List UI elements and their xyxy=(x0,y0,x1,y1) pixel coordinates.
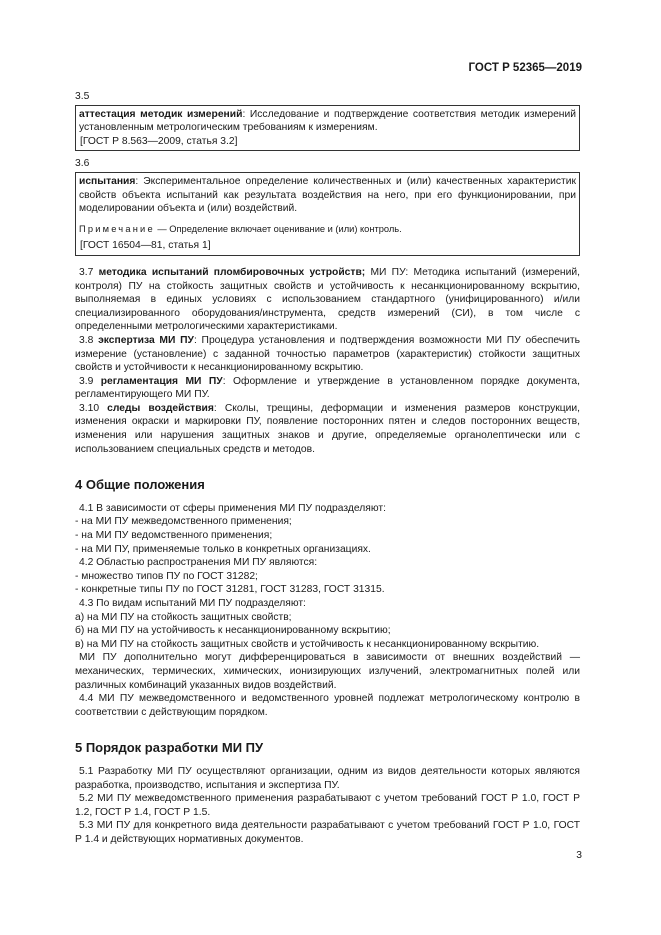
term-def: : Экспериментальное определение количественных и (или) качественных характеристик свойств объекта испытаний как результата воздействия на него, при его функционировании, при моделировании объекта и (или) воздействий. xyxy=(79,175,576,215)
source-ref: [ГОСТ 16504—81, статья 1] xyxy=(80,240,211,252)
term-def: : Процедура установления и подтверждения возможности МИ ПУ обеспечить измерение (установление) с заданной точностью параметров (характеристик) стойкости защитных свойств и устойчивости к несанкционированному вскрытию. xyxy=(75,334,580,374)
note-text: — Определение включает оценивание и (или) контроль. xyxy=(154,223,402,234)
section-4-line: - множество типов ПУ по ГОСТ 31282; xyxy=(75,570,258,582)
section-4-line: - конкретные типы ПУ по ГОСТ 31281, ГОСТ 31283, ГОСТ 31315. xyxy=(75,584,385,596)
term: испытания xyxy=(79,175,136,187)
section-4-line: 4.1 В зависимости от сферы применения МИ ПУ подразделяют: xyxy=(79,502,386,514)
definition-paragraph xyxy=(75,402,580,456)
def-number: 3.6 xyxy=(75,158,90,170)
definition-box xyxy=(75,105,580,152)
section-4-line: 4.2 Областью распространения МИ ПУ являются: xyxy=(79,557,318,569)
term: аттестация методик измерений xyxy=(79,108,243,120)
definition-text xyxy=(79,108,576,135)
section-4-line: в) на МИ ПУ на стойкость защитных свойств и устойчивость к несанкционированному вскрытию. xyxy=(75,638,540,650)
section-4-line: 4.3 По видам испытаний МИ ПУ подразделяют: xyxy=(79,598,306,609)
term-def: : Сколы, трещины, деформации и изменения размеров конструкции, изменения окраски и маркировки ПУ, появление посторонних пятен и следов посторонних веществ, изменения или нарушения защитных знаков и другие, определяемые органолептически или с использованием специальных средств и методов. xyxy=(75,402,580,455)
section-4-line: - на МИ ПУ, применяемые только в конкретных организациях. xyxy=(75,543,371,555)
section-4-heading: 4 Общие положения xyxy=(75,477,205,493)
note-label: Примечание xyxy=(79,223,155,234)
definition-paragraph xyxy=(75,334,580,375)
def-number: 3.7 xyxy=(79,266,94,278)
section-4-line: а) на МИ ПУ на стойкость защитных свойств; xyxy=(75,611,292,623)
def-number: 3.5 xyxy=(75,91,90,102)
section-4-paragraph: 4.4 МИ ПУ межведомственного и ведомственного уровней подлежат метрологическому контролю в соответствии с действующим порядком. xyxy=(75,693,580,718)
definition-box xyxy=(75,172,580,256)
section-4-paragraph: МИ ПУ дополнительно могут дифференцироваться в зависимости от внешних воздействий — механических, термических, химических, ионизирующих излучений, электромагнитных полей или различных комбинаций указанных видов воздействий. xyxy=(75,652,580,691)
section-4-line: - на МИ ПУ ведомственного применения; xyxy=(75,530,273,542)
page-content xyxy=(75,90,580,847)
definition-paragraph xyxy=(75,375,580,402)
def-number: 3.10 xyxy=(79,402,100,414)
section-4-line: б) на МИ ПУ на устойчивость к несанкционированному вскрытию; xyxy=(75,625,391,637)
definition-text xyxy=(79,175,576,216)
note xyxy=(79,223,576,237)
term: регламентация МИ ПУ xyxy=(100,375,223,387)
def-number: 3.9 xyxy=(79,375,94,387)
term: методика испытаний пломбировочных устройств; xyxy=(98,266,366,278)
source-ref: [ГОСТ Р 8.563—2009, статья 3.2] xyxy=(80,135,238,147)
section-5-heading: 5 Порядок разработки МИ ПУ xyxy=(75,740,264,756)
term: экспертиза МИ ПУ xyxy=(98,334,194,346)
def-number: 3.8 xyxy=(79,334,94,346)
section-5-paragraph: 5.3 МИ ПУ для конкретного вида деятельности разрабатывают с учетом требований ГОСТ Р 1.0, ГОСТ Р 1.4 и действующих нормативных документов. xyxy=(75,820,580,845)
section-4-line: - на МИ ПУ межведомственного применения; xyxy=(75,516,292,528)
document-header: ГОСТ Р 52365—2019 xyxy=(468,62,582,74)
page-number: 3 xyxy=(576,850,582,861)
section-5-paragraph: 5.1 Разработку МИ ПУ осуществляют организации, одним из видов деятельности которых являются разработка, производство, испытания и экспертиза ПУ. xyxy=(75,765,580,791)
term-def: : Оформление и утверждение в установленном порядке документа, регламентирующего МИ ПУ. xyxy=(75,375,581,401)
term-def: : Исследование и подтверждение соответствия методик измерений установленным метрологическим требованиям к измерениям. xyxy=(79,108,577,134)
section-5-paragraph: 5.2 МИ ПУ межведомственного применения разрабатывают с учетом требований ГОСТ Р 1.0, ГОСТ Р 1.2, ГОСТ Р 1.4, ГОСТ Р 1.5. xyxy=(75,793,580,818)
term-def: МИ ПУ: Методика испытаний (измерений, контроля) ПУ на стойкость защитных свойств и устойчивость к несанкционированному вскрытию, выполняемая в единых условиях с использованием стандартного (унифицированного) и/или специализированного оборудования/инструмента, средств измерений (СИ), в том числе с определенными метрологическими характеристиками. xyxy=(75,266,580,333)
term: следы воздействия xyxy=(107,402,214,414)
definition-paragraph xyxy=(75,266,580,334)
